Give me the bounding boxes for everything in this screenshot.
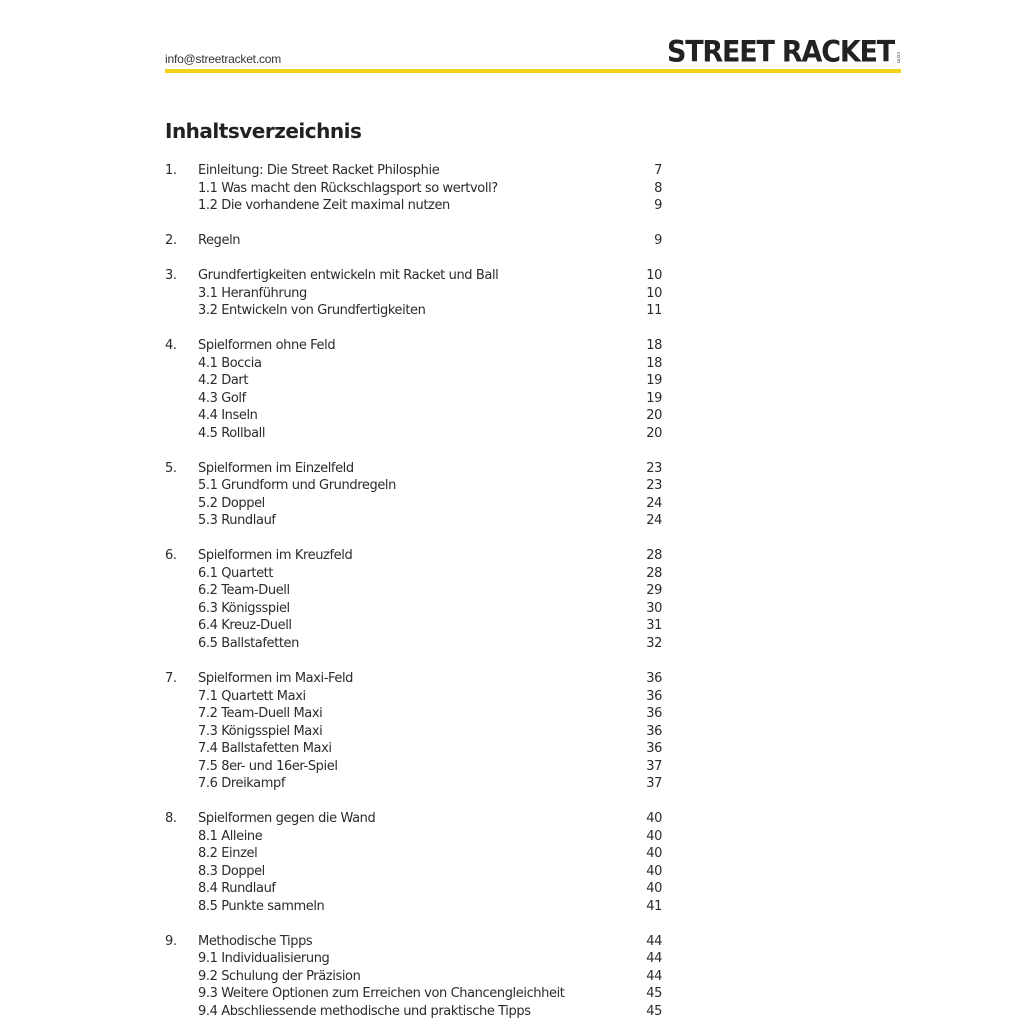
toc-subentry-page: 41 — [646, 898, 662, 914]
toc-subentry[interactable] — [165, 407, 662, 425]
toc-section — [165, 162, 662, 215]
toc-subentry[interactable] — [165, 477, 662, 495]
toc-subentry-label: 9.2 Schulung der Präzision — [198, 968, 361, 984]
toc-subentry[interactable] — [165, 600, 662, 618]
toc-entry-page: 18 — [646, 338, 662, 354]
toc-subentry-label: 6.1 Quartett — [198, 565, 274, 581]
toc-entry-label: Spielformen im Einzelfeld — [198, 460, 354, 476]
toc-section — [165, 670, 662, 793]
toc-entry[interactable] — [165, 267, 662, 285]
logo-text: STREET RACKET — [666, 35, 894, 70]
street-racket-logo — [667, 36, 901, 68]
toc-subentry-page: 19 — [646, 390, 662, 406]
toc-subentry[interactable] — [165, 565, 662, 583]
toc-subentry-label: 8.3 Doppel — [198, 863, 265, 879]
toc-section — [165, 232, 662, 250]
header-rule — [165, 69, 901, 73]
toc-subentry-page: 11 — [646, 303, 662, 319]
toc-subentry[interactable] — [165, 495, 662, 513]
toc-entry[interactable] — [165, 460, 662, 478]
toc-subentry-label: 6.5 Ballstafetten — [198, 635, 299, 651]
contact-email[interactable]: info@streetracket.com — [165, 52, 282, 66]
toc-subentry-page: 40 — [646, 881, 662, 897]
toc-subentry-label: 5.3 Rundlauf — [198, 513, 276, 529]
toc-entry-page: 40 — [646, 811, 662, 827]
toc-subentry-page: 40 — [646, 863, 662, 879]
toc-subentry[interactable] — [165, 775, 662, 793]
toc-subentry[interactable] — [165, 758, 662, 776]
toc-subentry-page: 45 — [646, 986, 662, 1002]
toc-section — [165, 810, 662, 915]
toc-entry-page: 44 — [646, 933, 662, 949]
toc-subentry[interactable] — [165, 617, 662, 635]
toc-entry-label: Spielformen im Maxi-Feld — [198, 671, 354, 687]
toc-subentry[interactable] — [165, 372, 662, 390]
toc-subentry-label: 7.5 8er- und 16er-Spiel — [198, 758, 338, 774]
toc-subentry-label: 7.6 Dreikampf — [198, 776, 286, 792]
toc-subentry-page: 36 — [646, 741, 662, 757]
toc-subentry-label: 4.4 Inseln — [198, 408, 258, 424]
table-of-contents — [165, 162, 662, 1024]
toc-entry-label: Regeln — [198, 233, 241, 249]
toc-subentry-page: 37 — [646, 776, 662, 792]
toc-subentry-page: 45 — [646, 1003, 662, 1019]
toc-entry-number: 3. — [165, 268, 177, 284]
toc-entry-label: Methodische Tipps — [198, 933, 313, 949]
toc-section — [165, 267, 662, 320]
toc-entry-page: 10 — [646, 268, 662, 284]
toc-section — [165, 460, 662, 530]
toc-subentry[interactable] — [165, 582, 662, 600]
toc-entry-number: 9. — [165, 933, 177, 949]
toc-subentry-label: 8.2 Einzel — [198, 846, 258, 862]
toc-entry[interactable] — [165, 670, 662, 688]
toc-subentry[interactable] — [165, 512, 662, 530]
toc-subentry-page: 19 — [646, 373, 662, 389]
toc-entry-number: 1. — [165, 163, 177, 178]
toc-subentry-label: 3.2 Entwickeln von Grundfertigkeiten — [198, 303, 426, 319]
toc-subentry[interactable] — [165, 845, 662, 863]
toc-subentry[interactable] — [165, 705, 662, 723]
toc-subentry-page: 18 — [646, 355, 662, 371]
toc-subentry-page: 24 — [646, 495, 662, 511]
toc-entry-number: 2. — [165, 233, 177, 249]
toc-entry-label: Spielformen ohne Feld — [198, 338, 336, 354]
toc-subentry[interactable] — [165, 863, 662, 881]
toc-subentry[interactable] — [165, 180, 662, 198]
toc-entry-number: 5. — [165, 460, 177, 476]
toc-entry-page: 36 — [646, 671, 662, 687]
toc-subentry-label: 1.2 Die vorhandene Zeit maximal nutzen — [198, 198, 450, 213]
toc-subentry-label: 9.3 Weitere Optionen zum Erreichen von Chancengleichheit — [198, 986, 565, 1002]
toc-subentry-label: 3.1 Heranführung — [198, 285, 307, 301]
toc-subentry[interactable] — [165, 688, 662, 706]
toc-subentry-label: 7.2 Team-Duell Maxi — [198, 706, 323, 722]
toc-subentry-label: 4.3 Golf — [198, 390, 246, 406]
toc-subentry-page: 40 — [646, 828, 662, 844]
toc-entry-label: Grundfertigkeiten entwickeln mit Racket und Ball — [198, 268, 499, 284]
toc-subentry-label: 7.4 Ballstafetten Maxi — [198, 741, 332, 757]
toc-entry[interactable] — [165, 810, 662, 828]
toc-entry-label: Spielformen gegen die Wand — [198, 811, 376, 827]
toc-subentry-page: 23 — [646, 478, 662, 494]
toc-subentry-page: 44 — [646, 951, 662, 967]
toc-entry[interactable] — [165, 933, 662, 951]
toc-entry[interactable] — [165, 232, 662, 250]
toc-subentry-label: 6.2 Team-Duell — [198, 583, 290, 599]
toc-subentry-page: 36 — [646, 688, 662, 704]
toc-subentry-page: 8 — [654, 180, 662, 196]
page-title: Inhaltsverzeichnis — [165, 119, 362, 143]
toc-subentry-label: 8.5 Punkte sammeln — [198, 898, 325, 914]
toc-section — [165, 337, 662, 442]
toc-section — [165, 933, 662, 1021]
logo-domain-mark: com — [895, 52, 901, 64]
toc-subentry-label: 4.1 Boccia — [198, 355, 262, 371]
toc-entry-number: 8. — [165, 811, 177, 827]
toc-subentry[interactable] — [165, 968, 662, 986]
toc-subentry-label: 7.3 Königsspiel Maxi — [198, 723, 323, 739]
toc-subentry-label: 7.1 Quartett Maxi — [198, 688, 306, 704]
toc-subentry[interactable] — [165, 723, 662, 741]
toc-entry-label: Einleitung: Die Street Racket Philosphie — [198, 163, 440, 178]
toc-subentry[interactable] — [165, 425, 662, 443]
toc-subentry[interactable] — [165, 635, 662, 653]
toc-subentry-label: 5.1 Grundform und Grundregeln — [198, 478, 396, 494]
toc-subentry-label: 9.1 Individualisierung — [198, 951, 330, 967]
toc-subentry[interactable] — [165, 1003, 662, 1021]
toc-entry[interactable] — [165, 337, 662, 355]
toc-subentry-label: 6.3 Königsspiel — [198, 600, 290, 616]
toc-subentry-label: 4.2 Dart — [198, 373, 249, 389]
toc-subentry[interactable] — [165, 740, 662, 758]
toc-subentry-page: 37 — [646, 758, 662, 774]
toc-subentry-page: 36 — [646, 723, 662, 739]
toc-subentry-label: 8.1 Alleine — [198, 828, 263, 844]
toc-subentry-page: 9 — [654, 198, 662, 213]
toc-subentry-page: 44 — [646, 968, 662, 984]
toc-subentry[interactable] — [165, 880, 662, 898]
toc-subentry-label: 8.4 Rundlauf — [198, 881, 276, 897]
toc-subentry[interactable] — [165, 355, 662, 373]
toc-subentry-page: 28 — [646, 565, 662, 581]
toc-subentry-label: 4.5 Rollball — [198, 425, 266, 441]
toc-entry-label: Spielformen im Kreuzfeld — [198, 548, 353, 564]
toc-entry[interactable] — [165, 547, 662, 565]
toc-entry[interactable] — [165, 162, 662, 180]
toc-subentry-page: 20 — [646, 425, 662, 441]
toc-entry-number: 6. — [165, 548, 177, 564]
toc-subentry[interactable] — [165, 950, 662, 968]
toc-subentry[interactable] — [165, 302, 662, 320]
toc-subentry-page: 31 — [646, 618, 662, 634]
toc-subentry-page: 30 — [646, 600, 662, 616]
toc-subentry[interactable] — [165, 197, 662, 215]
toc-entry-number: 7. — [165, 671, 177, 687]
toc-subentry[interactable] — [165, 898, 662, 916]
toc-subentry[interactable] — [165, 285, 662, 303]
toc-subentry[interactable] — [165, 985, 662, 1003]
toc-entry-page: 7 — [654, 163, 662, 178]
toc-subentry[interactable] — [165, 828, 662, 846]
toc-section — [165, 547, 662, 652]
toc-subentry[interactable] — [165, 390, 662, 408]
page-header — [165, 36, 901, 74]
toc-subentry-page: 10 — [646, 285, 662, 301]
toc-subentry-page: 40 — [646, 846, 662, 862]
toc-subentry-label: 1.1 Was macht den Rückschlagsport so wertvoll? — [198, 180, 498, 196]
toc-subentry-label: 6.4 Kreuz-Duell — [198, 618, 292, 634]
toc-subentry-page: 29 — [646, 583, 662, 599]
toc-subentry-label: 9.4 Abschliessende methodische und praktische Tipps — [198, 1003, 531, 1019]
toc-subentry-page: 24 — [646, 513, 662, 529]
toc-entry-page: 23 — [646, 460, 662, 476]
toc-subentry-page: 36 — [646, 706, 662, 722]
toc-entry-page: 28 — [646, 548, 662, 564]
toc-subentry-page: 32 — [646, 635, 662, 651]
toc-subentry-label: 5.2 Doppel — [198, 495, 265, 511]
toc-entry-page: 9 — [654, 233, 662, 249]
toc-subentry-page: 20 — [646, 408, 662, 424]
toc-entry-number: 4. — [165, 338, 177, 354]
